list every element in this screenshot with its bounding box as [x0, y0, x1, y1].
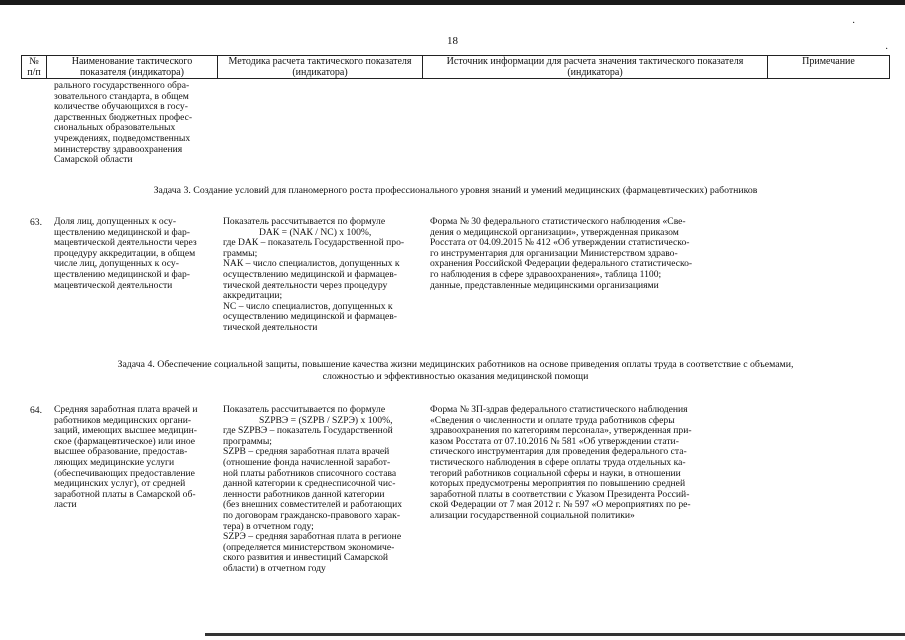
text-line: тера) в отчетном году;	[223, 520, 314, 532]
text-line: ленности работников данной категории	[223, 488, 385, 500]
text-line: данной категории к среднесписочной чис-	[223, 478, 396, 490]
text-line: «Сведения о численности и оплате труда работников сферы	[430, 414, 675, 426]
text-line: здравоохранения по категориям персонала», утвержденная при-	[430, 425, 692, 437]
text-line: мацевтической деятельности через	[54, 237, 197, 249]
text-line: (отношение фонда начисленной заработ-	[223, 456, 391, 468]
indicator-name-cell	[54, 405, 216, 511]
text-line: сложностью и эффективностью оказания медицинской помощи	[322, 371, 589, 382]
continued-name-cell	[54, 81, 214, 166]
text-line: NС – число специалистов, допущенных к	[223, 300, 393, 312]
text-line: стического инструментария для проведения федерального ста-	[430, 446, 687, 458]
text-line: процедуру аккредитации, в общем	[54, 247, 196, 259]
text-line: ществлению медицинской и фар-	[54, 226, 190, 238]
text-line: заработной платы в соответствии с Указом Президента Россий-	[430, 488, 690, 500]
text-line: (определяется министерством экономиче-	[223, 541, 395, 553]
text-line: количестве обучающихся в госу-	[54, 101, 188, 113]
text-line: где SZPВЭ – показатель Государственной	[223, 425, 393, 437]
header-col-note: Примечание	[768, 56, 890, 79]
source-cell	[430, 217, 730, 291]
indicator-name-cell	[54, 217, 216, 291]
text-line: ной платы работников списочного состава	[223, 467, 397, 479]
text-line: числе лиц, допущенных к осу-	[54, 258, 179, 270]
text-line: заработной платы в Самарской об-	[54, 488, 196, 500]
task-3-heading: Задача 3. Создание условий для планомерного роста профессионального уровня знаний и умений медицинских (фармацевтических) работников	[153, 185, 758, 196]
text-line: NАК – число специалистов, допущенных к	[223, 258, 400, 270]
text-line: ществлению медицинской и фар-	[54, 268, 190, 280]
text-line: охранения Российской Федерации федерального статистическо-	[430, 258, 693, 270]
scan-top-border	[0, 0, 905, 5]
text-line: ское (фармацевтическое) или иное	[54, 435, 196, 447]
header-col-name: Наименование тактического показателя (индикатора)	[47, 56, 218, 79]
text-line: дения о медицинской организации», утвержденная приказом	[430, 226, 679, 238]
text-line: граммы;	[223, 247, 258, 259]
text-line: Форма № 30 федерального статистического наблюдения «Све-	[430, 216, 686, 227]
text-line: осуществлению медицинской и фармацев-	[223, 311, 398, 323]
text-line: тистического наблюдения в сфере оплаты труда отдельных ка-	[430, 456, 686, 468]
text-line: Доля лиц, допущенных к осу-	[54, 216, 177, 227]
text-line: программы;	[223, 435, 272, 447]
scan-mark: ·	[852, 18, 856, 29]
text-line: данные, представленные медицинскими организациями	[430, 279, 659, 291]
text-line: работников медицинских органи-	[54, 414, 192, 426]
text-line: SZPЭ – средняя заработная плата в регионе	[223, 531, 402, 543]
header-col-source: Источник информации для расчета значения тактического показателя (индикатора)	[423, 56, 768, 79]
formula-line: DАК = (NАК / NС) x 100%,	[259, 226, 372, 238]
scan-bottom-border	[205, 633, 905, 636]
text-line: министерству здравоохранения	[54, 143, 183, 155]
text-line: го инструментария для организации Министерством здраво-	[430, 247, 678, 259]
text-line: Росстата от 04.09.2015 № 412 «Об утверждении статистическо-	[430, 237, 690, 249]
text-line: Форма № ЗП-здрав федерального статистического наблюдения	[430, 404, 688, 415]
text-line: высшее образование, предостав-	[54, 446, 188, 458]
text-line: ализации государственной социальной политики»	[430, 509, 635, 521]
method-cell	[223, 405, 423, 575]
text-line: медицинских услуг), от средней	[54, 478, 186, 490]
text-line: казом Росстата от 07.10.2016 № 581 «Об утверждении стати-	[430, 435, 679, 447]
source-cell	[430, 405, 730, 522]
text-line: (обеспечивающих предоставление	[54, 467, 195, 479]
row-number: 63.	[30, 217, 42, 228]
text-line: дарственных бюджетных профес-	[54, 111, 193, 123]
text-line: ласти	[54, 499, 77, 511]
text-line: зовательного стандарта, в общем	[54, 90, 189, 102]
task-4-heading	[21, 359, 890, 383]
method-cell	[223, 217, 423, 334]
text-line: (без внешних совместителей и работающих	[223, 499, 403, 511]
text-line: Средняя заработная плата врачей и	[54, 404, 198, 415]
text-line: тегорий работников социальной сферы и науки, в отношении	[430, 467, 681, 479]
formula-line: SZPВЭ = (SZPВ / SZPЭ) x 100%,	[259, 414, 393, 426]
text-line: рального государственного обра-	[54, 80, 190, 91]
text-line: аккредитации;	[223, 290, 283, 302]
text-line: Показатель рассчитывается по формуле	[223, 216, 386, 227]
text-line: заций, имеющих высшее медицин-	[54, 425, 197, 437]
scan-mark: ·	[885, 44, 889, 55]
text-line: учреждениях, подведомственных	[54, 132, 191, 144]
row-number: 64.	[30, 405, 42, 416]
text-line: области) в отчетном году	[223, 562, 326, 574]
text-line: ляющих медицинские услуги	[54, 456, 175, 468]
text-line: тической деятельности	[223, 321, 318, 333]
text-line: Задача 4. Обеспечение социальной защиты, повышение качества жизни медицинских работников на основе приведения оплаты труда в соответствие с объемами,	[117, 359, 794, 370]
text-line: мацевтической деятельности	[54, 279, 173, 291]
table-header	[21, 55, 890, 79]
text-line: ской Федерации от 7 мая 2012 г. № 597 «О мероприятиях по ре-	[430, 499, 691, 511]
text-line: которых предусмотрены мероприятия по повышению средней	[430, 478, 686, 490]
text-line: Самарской области	[54, 154, 133, 166]
text-line: ского развития и инвестиций Самарской	[223, 552, 389, 564]
page-number: 18	[447, 35, 458, 47]
text-line: осуществлению медицинской и фармацев-	[223, 268, 398, 280]
text-line: где DАК – показатель Государственной про-	[223, 237, 405, 249]
text-line: го наблюдения в сфере здравоохранения», таблица 1100;	[430, 268, 662, 280]
text-line: по договорам гражданско-правового харак-	[223, 509, 401, 521]
text-line: тической деятельности через процедуру	[223, 279, 388, 291]
header-col-method: Методика расчета тактического показателя (индикатора)	[218, 56, 423, 79]
text-line: сиональных образовательных	[54, 122, 176, 134]
text-line: SZPВ – средняя заработная плата врачей	[223, 446, 390, 458]
text-line: Показатель рассчитывается по формуле	[223, 404, 386, 415]
header-col-num: № п/п	[22, 56, 47, 79]
